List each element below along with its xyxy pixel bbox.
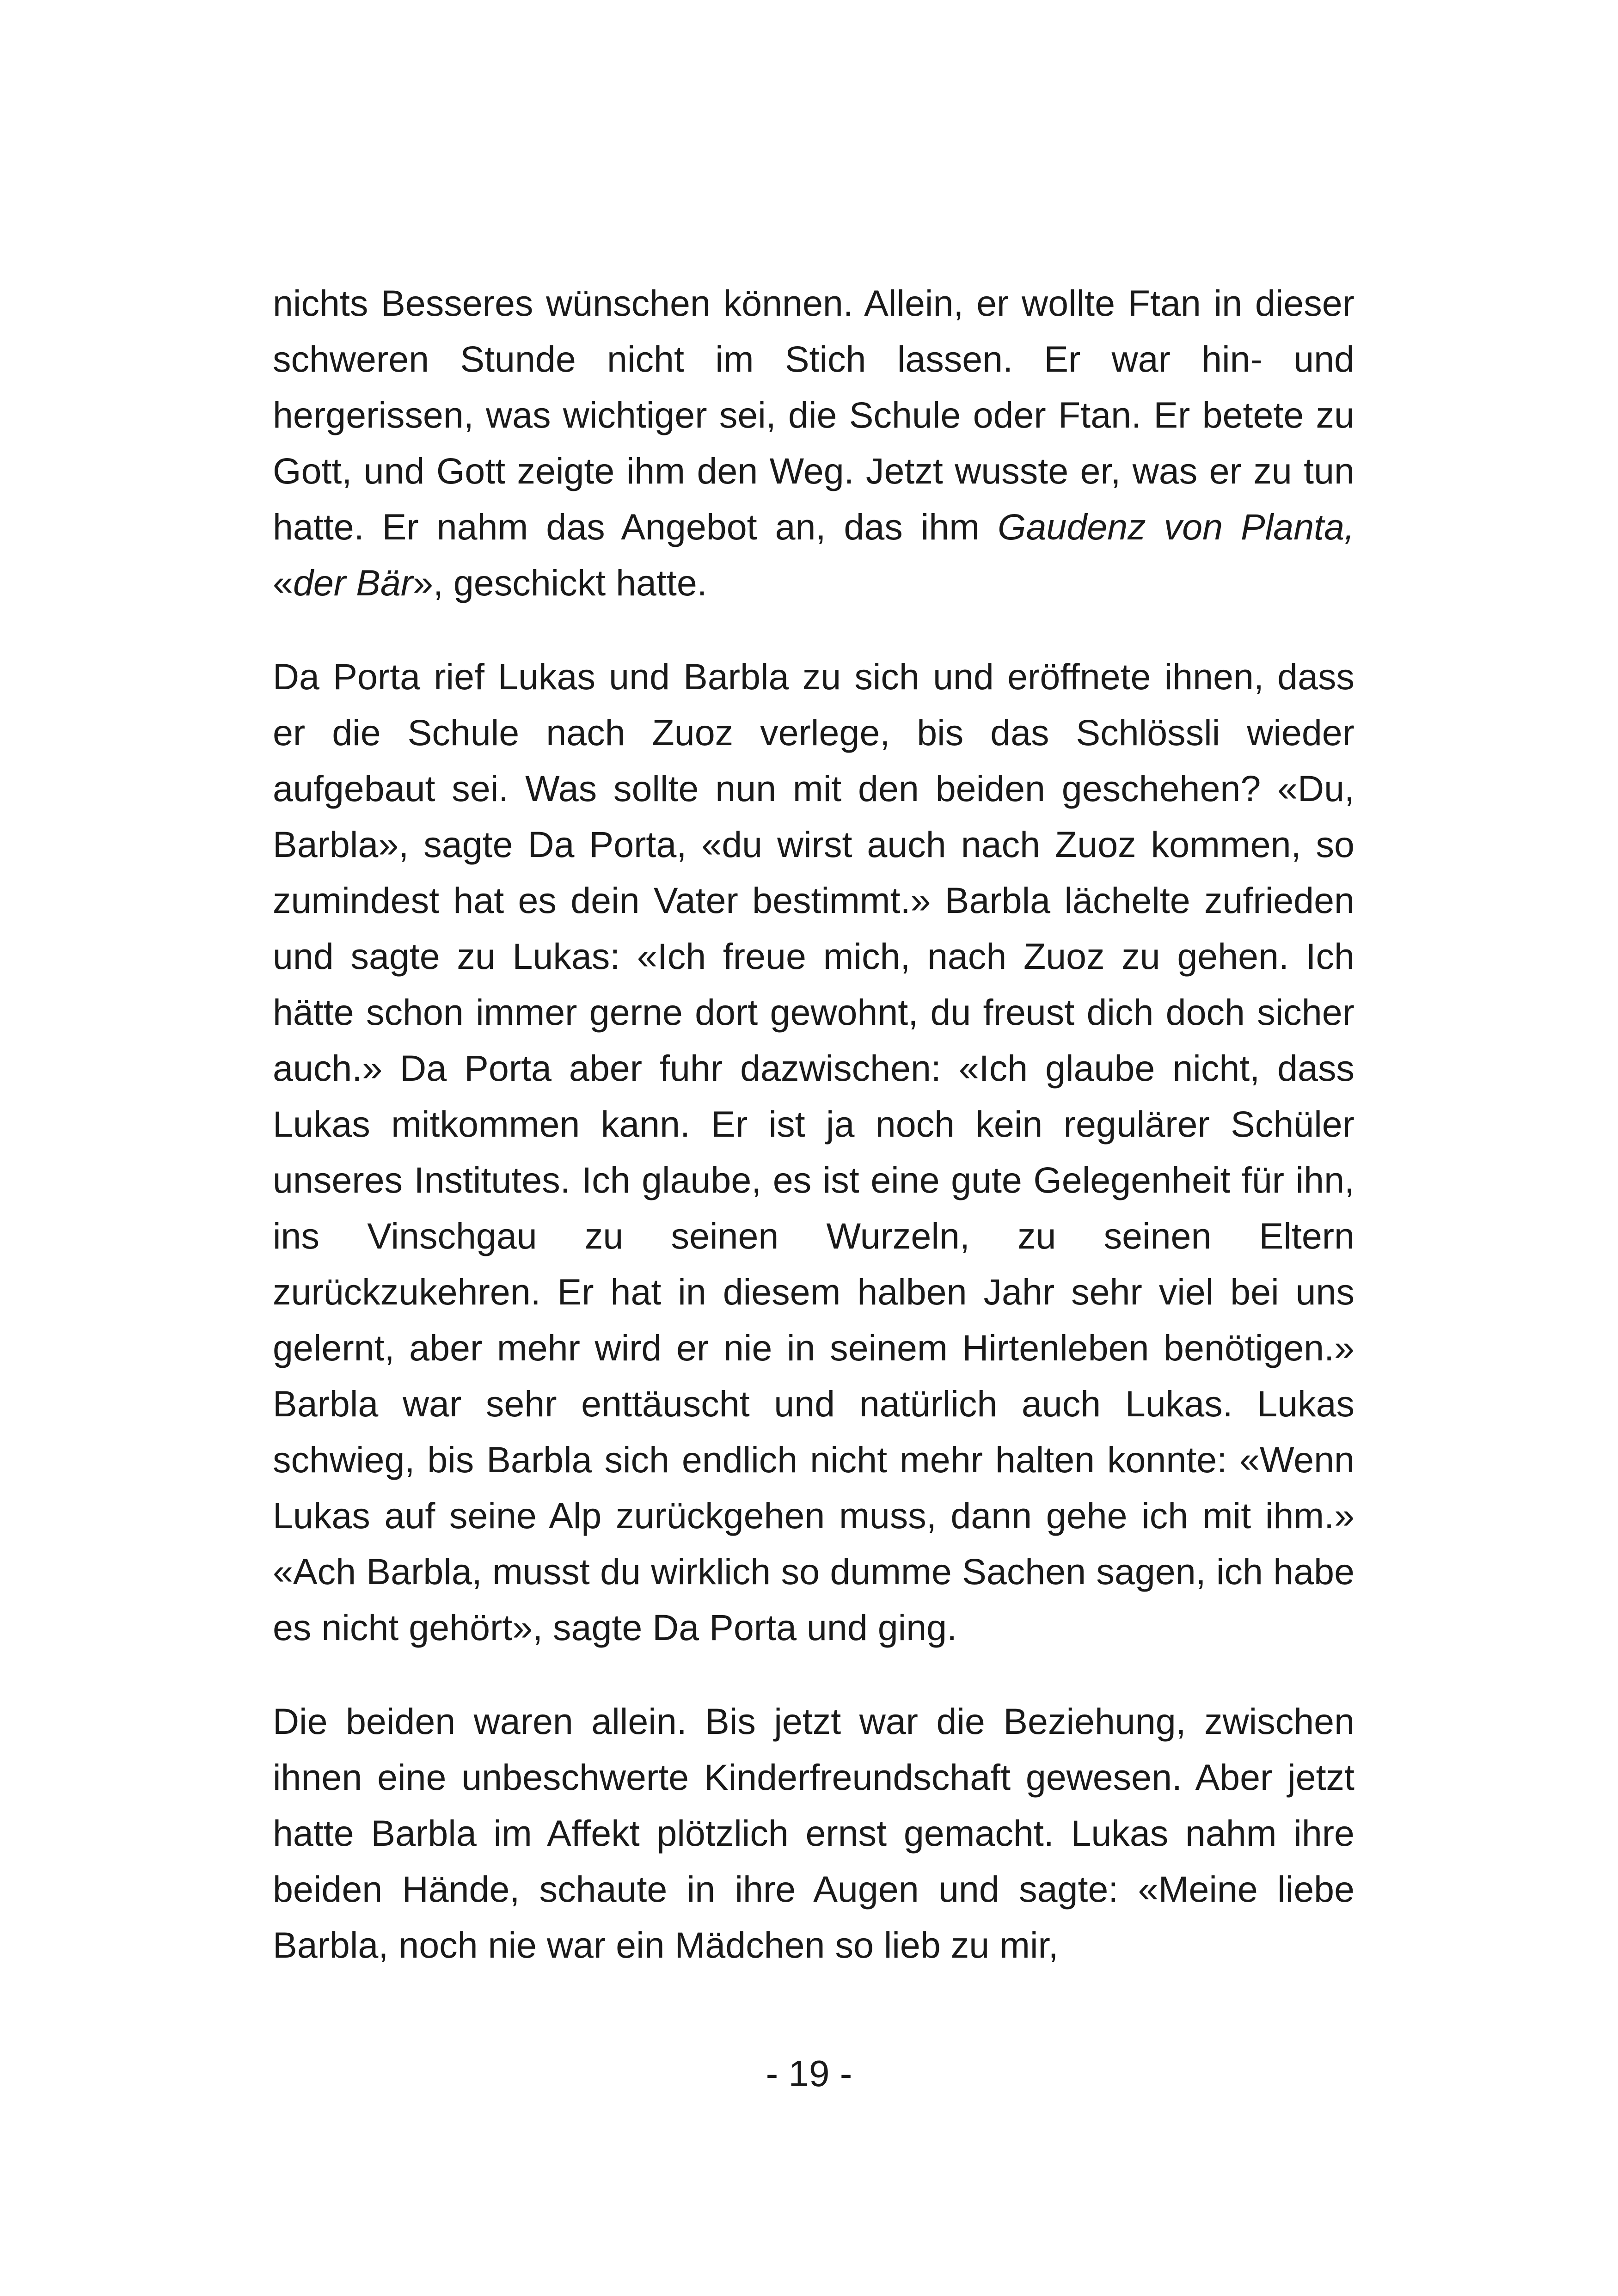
paragraph-3: Die beiden waren allein. Bis jetzt war die Beziehung, zwischen ihnen eine unbeschwerte Kinderfreundschaft gewesen. Aber jetzt hatte Barbla im Affekt plötzlich ernst gemacht. Lukas nahm ihre beiden Hände, schaute in ihre Augen und sagte: «Meine liebe Barbla, noch nie war ein Mädchen so lieb zu mir,	[273, 1701, 1354, 1965]
paragraph-1-end: », geschickt hatte.	[413, 562, 707, 603]
paragraph-1	[273, 275, 1354, 611]
paragraph-2: Da Porta rief Lukas und Barbla zu sich und eröffnete ihnen, dass er die Schule nach Zuoz verlege, bis das Schlössli wieder aufgebaut sei. Was sollte nun mit den beiden geschehen? «Du, Barbla», sagte Da Porta, «du wirst auch nach Zuoz kommen, so zumindest hat es dein Vater bestimmt.» Barbla lächelte zufrieden und sagte zu Lukas: «Ich freue mich, nach Zuoz zu gehen. Ich hätte schon immer gerne dort gewohnt, du freust dich doch sicher auch.» Da Porta aber fuhr dazwischen: «Ich glaube nicht, dass Lukas mitkommen kann. Er ist ja noch kein regulärer Schüler unseres Institutes. Ich glaube, es ist eine gute Gelegenheit für ihn, ins Vinschgau zu seinen Wurzeln, zu seinen Eltern zurückzukehren. Er hat in diesem halben Jahr sehr viel bei uns gelernt, aber mehr wird er nie in seinem Hirtenleben benötigen.» Barbla war sehr enttäuscht und natürlich auch Lukas. Lukas schwieg, bis Barbla sich endlich nicht mehr halten konnte: «Wenn Lukas auf seine Alp zurückgehen muss, dann gehe ich mit ihm.» «Ach Barbla, musst du wirklich so dumme Sachen sagen, ich habe es nicht gehört», sagte Da Porta und ging.	[273, 656, 1354, 1648]
italic-nickname: der Bär	[293, 562, 413, 603]
quote-open: «	[273, 562, 293, 603]
paragraph-1-text: nichts Besseres wünschen können. Allein, er wollte Ftan in dieser schweren Stunde nicht im Stich lassen. Er war hin- und hergerissen, was wichtiger sei, die Schule oder Ftan. Er betete zu Gott, und Gott zeigte ihm den Weg. Jetzt wusste er, was er zu tun hatte. Er nahm das Angebot an, das ihm	[273, 282, 1354, 547]
page-number: - 19 -	[766, 2053, 852, 2094]
italic-name: Gaudenz von Planta,	[998, 506, 1354, 547]
body-text	[273, 275, 1354, 2011]
